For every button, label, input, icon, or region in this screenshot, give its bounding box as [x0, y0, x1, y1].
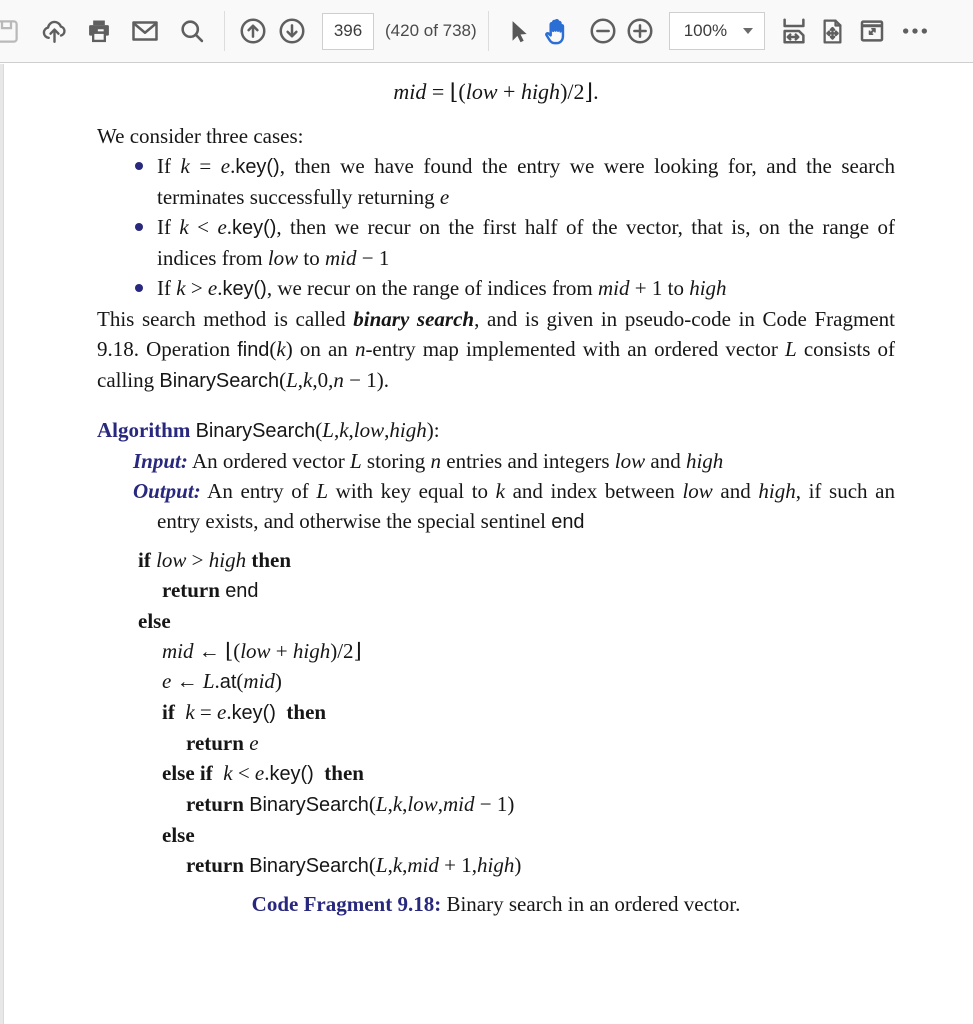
zoom-level-value: 100%	[683, 21, 728, 40]
code-line: return BinarySearch(L,k,low,mid − 1)	[186, 792, 515, 816]
select-tool-button[interactable]	[501, 9, 533, 53]
code-fragment-caption: Code Fragment 9.18: Binary search in an ordered vector.	[251, 892, 741, 916]
fit-width-button[interactable]	[778, 9, 810, 53]
print-button[interactable]	[83, 9, 115, 53]
search-icon	[178, 17, 206, 45]
hand-icon	[541, 16, 572, 47]
more-options-button[interactable]	[899, 9, 931, 53]
code-line: else if k < e.key() then	[162, 761, 364, 785]
email-button[interactable]	[129, 9, 161, 53]
page-down-icon	[277, 16, 307, 46]
pseudocode-block	[97, 545, 895, 881]
formula-mid: mid = ⌊(low + high)/2⌋.	[393, 79, 599, 104]
algorithm-header: Algorithm BinarySearch(L,k,low,high):	[97, 418, 440, 442]
algorithm-input: Input: An ordered vector L storing n entries and integers low and high	[133, 449, 724, 473]
algorithm-block	[97, 415, 895, 919]
zoom-out-button[interactable]	[587, 9, 619, 53]
envelope-icon	[130, 16, 160, 46]
hand-tool-button[interactable]	[541, 9, 573, 53]
algorithm-output: Output: An entry of L with key equal to k and index between low and high, if such an entry exists, and otherwise the special sentinel end	[133, 479, 895, 533]
bullet-icon	[135, 223, 143, 231]
save-icon	[0, 18, 20, 45]
share-button[interactable]	[38, 9, 70, 53]
pdf-page-area[interactable]	[0, 64, 973, 1024]
code-line: mid ← ⌊(low + high)/2⌋	[162, 639, 362, 663]
code-line: else	[138, 609, 171, 633]
bullet-item: If k < e.key(), then we recur on the first half of the vector, that is, on the range of indices from low to mid − 1	[97, 212, 895, 273]
fullscreen-button[interactable]	[856, 9, 888, 53]
toolbar-separator	[488, 11, 489, 51]
printer-icon	[85, 17, 113, 45]
page-up-icon	[238, 16, 268, 46]
zoom-in-button[interactable]	[624, 9, 656, 53]
cloud-upload-icon	[40, 17, 69, 46]
page-count-label: (420 of 738)	[385, 21, 477, 40]
code-line: else	[162, 823, 195, 847]
code-line: e ← L.at(mid)	[162, 669, 282, 693]
plus-circle-icon	[625, 16, 655, 46]
bullet-item: If k > e.key(), we recur on the range of indices from mid + 1 to high	[97, 273, 895, 304]
fit-page-icon	[818, 17, 847, 46]
more-options-icon	[899, 15, 931, 47]
bullet-icon	[135, 162, 143, 170]
toolbar-separator	[224, 11, 225, 51]
next-page-button[interactable]	[276, 9, 308, 53]
code-line: if k = e.key() then	[162, 700, 327, 724]
bullet-item: If k = e.key(), then we have found the entry we were looking for, and the search terminates successfully returning e	[97, 151, 895, 212]
intro-line: We consider three cases:	[97, 124, 304, 148]
fit-page-button[interactable]	[817, 9, 849, 53]
minus-circle-icon	[588, 16, 618, 46]
pdf-toolbar	[0, 0, 973, 63]
zoom-level-dropdown[interactable]	[669, 12, 765, 50]
fit-width-icon	[779, 16, 809, 46]
bullet-icon	[135, 284, 143, 292]
page-number-input[interactable]	[322, 13, 374, 50]
cursor-icon	[503, 18, 530, 45]
code-line: return end	[162, 578, 259, 602]
previous-page-button[interactable]	[237, 9, 269, 53]
pdf-page	[0, 64, 973, 919]
chevron-down-icon	[743, 28, 753, 34]
code-line: if low > high then	[138, 548, 292, 572]
fullscreen-icon	[857, 16, 887, 46]
search-button[interactable]	[176, 9, 208, 53]
save-button[interactable]	[0, 9, 26, 53]
body-paragraph: This search method is called binary search, and is given in pseudo-code in Code Fragment 9.18. Operation find(k) on an n-entry map implemented with an ordered vector L consists of calling BinarySearch(L,k,0,n − 1).	[97, 307, 895, 392]
code-line: return BinarySearch(L,k,mid + 1,high)	[186, 853, 522, 877]
code-line: return e	[186, 731, 259, 755]
